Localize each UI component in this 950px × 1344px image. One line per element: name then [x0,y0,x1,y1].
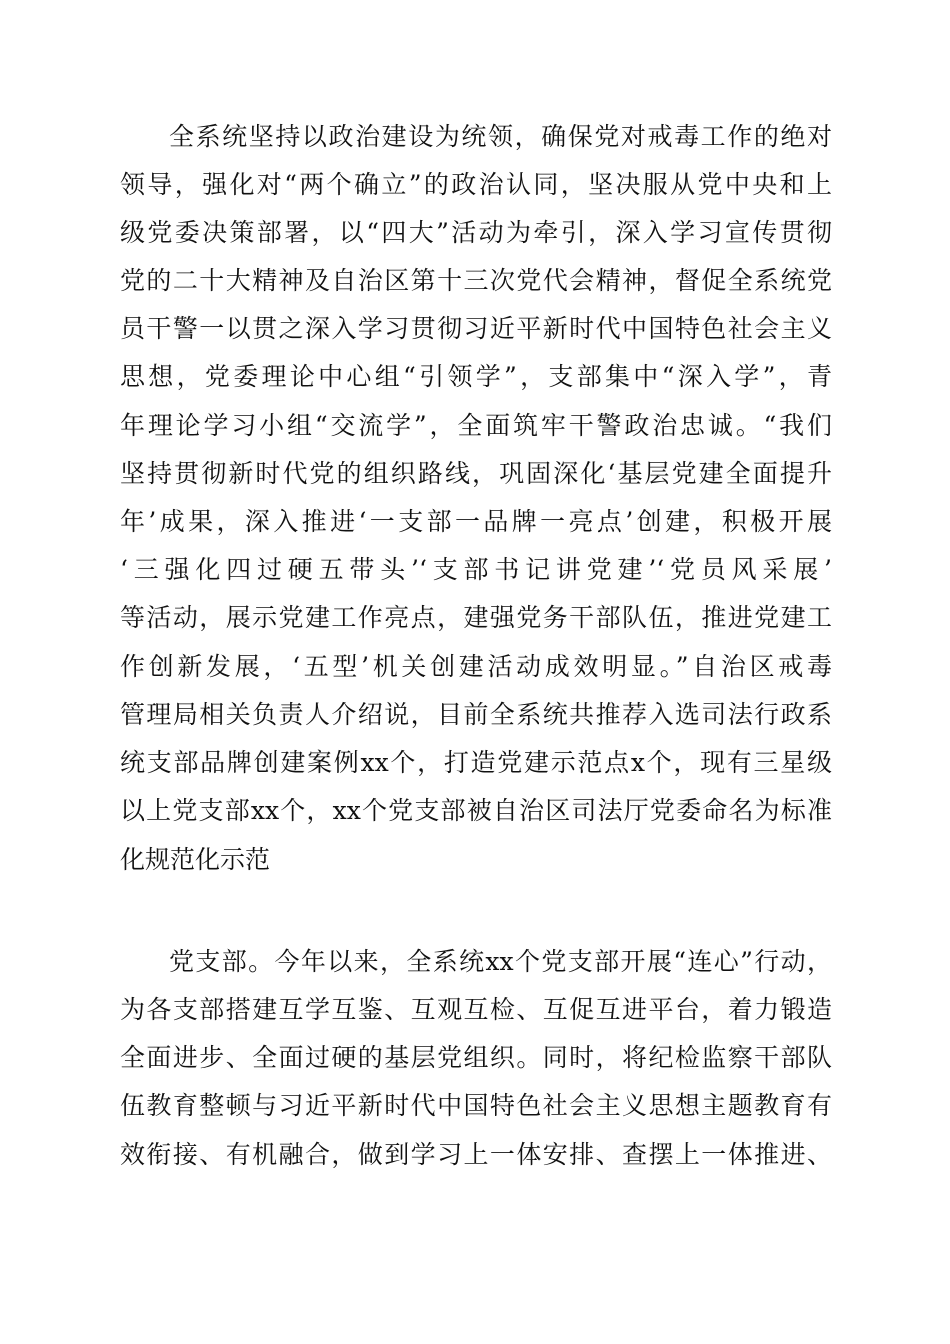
text-line: 全面进步、全面过硬的基层党组织。同时，将纪检监察干部队 [120,1043,832,1072]
text-line: 坚持贯彻新时代党的组织路线，巩固深化‘基层党建全面提升 [120,459,832,488]
text-line: 年理论学习小组“交流学”，全面筑牢干警政治忠诚。“我们 [120,411,832,440]
text-line: 以上党支部xx个，xx个党支部被自治区司法厅党委命名为标准 [120,796,832,825]
text-line: 效衔接、有机融合，做到学习上一体安排、查摆上一体推进、 [120,1140,832,1169]
text-line: 管理局相关负责人介绍说，目前全系统共推荐入选司法行政系 [120,700,832,729]
text-line: ‘三强化四过硬五带头’‘支部书记讲党建’‘党员风采展’ [120,555,832,584]
text-line: 思想，党委理论中心组“引领学”，支部集中“深入学”，青 [120,362,832,391]
text-line: 伍教育整顿与习近平新时代中国特色社会主义思想主题教育有 [120,1091,832,1120]
text-line: 统支部品牌创建案例xx个，打造党建示范点x个，现有三星级 [120,748,832,777]
text-line: 等活动，展示党建工作亮点，建强党务干部队伍，推进党建工 [120,603,832,632]
text-line: 作创新发展，‘五型’机关创建活动成效明显。”自治区戒毒 [120,652,832,681]
text-line: 领导，强化对“两个确立”的政治认同，坚决服从党中央和上 [120,170,832,199]
text-line: 员干警一以贯之深入学习贯彻习近平新时代中国特色社会主义 [120,314,832,343]
text-line: 全系统坚持以政治建设为统领，确保党对戒毒工作的绝对 [169,122,832,151]
text-line: 为各支部搭建互学互鉴、互观互检、互促互进平台，着力锻造 [120,995,832,1024]
text-line: 级党委决策部署，以“四大”活动为牵引，深入学习宣传贯彻 [120,218,832,247]
text-line: 党的二十大精神及自治区第十三次党代会精神，督促全系统党 [120,266,832,295]
text-line: 化规范化示范 [120,845,271,874]
text-line: 年’成果，深入推进‘一支部一品牌一亮点’创建，积极开展 [120,507,832,536]
text-line: 党支部。今年以来，全系统xx个党支部开展“连心”行动， [169,947,832,976]
